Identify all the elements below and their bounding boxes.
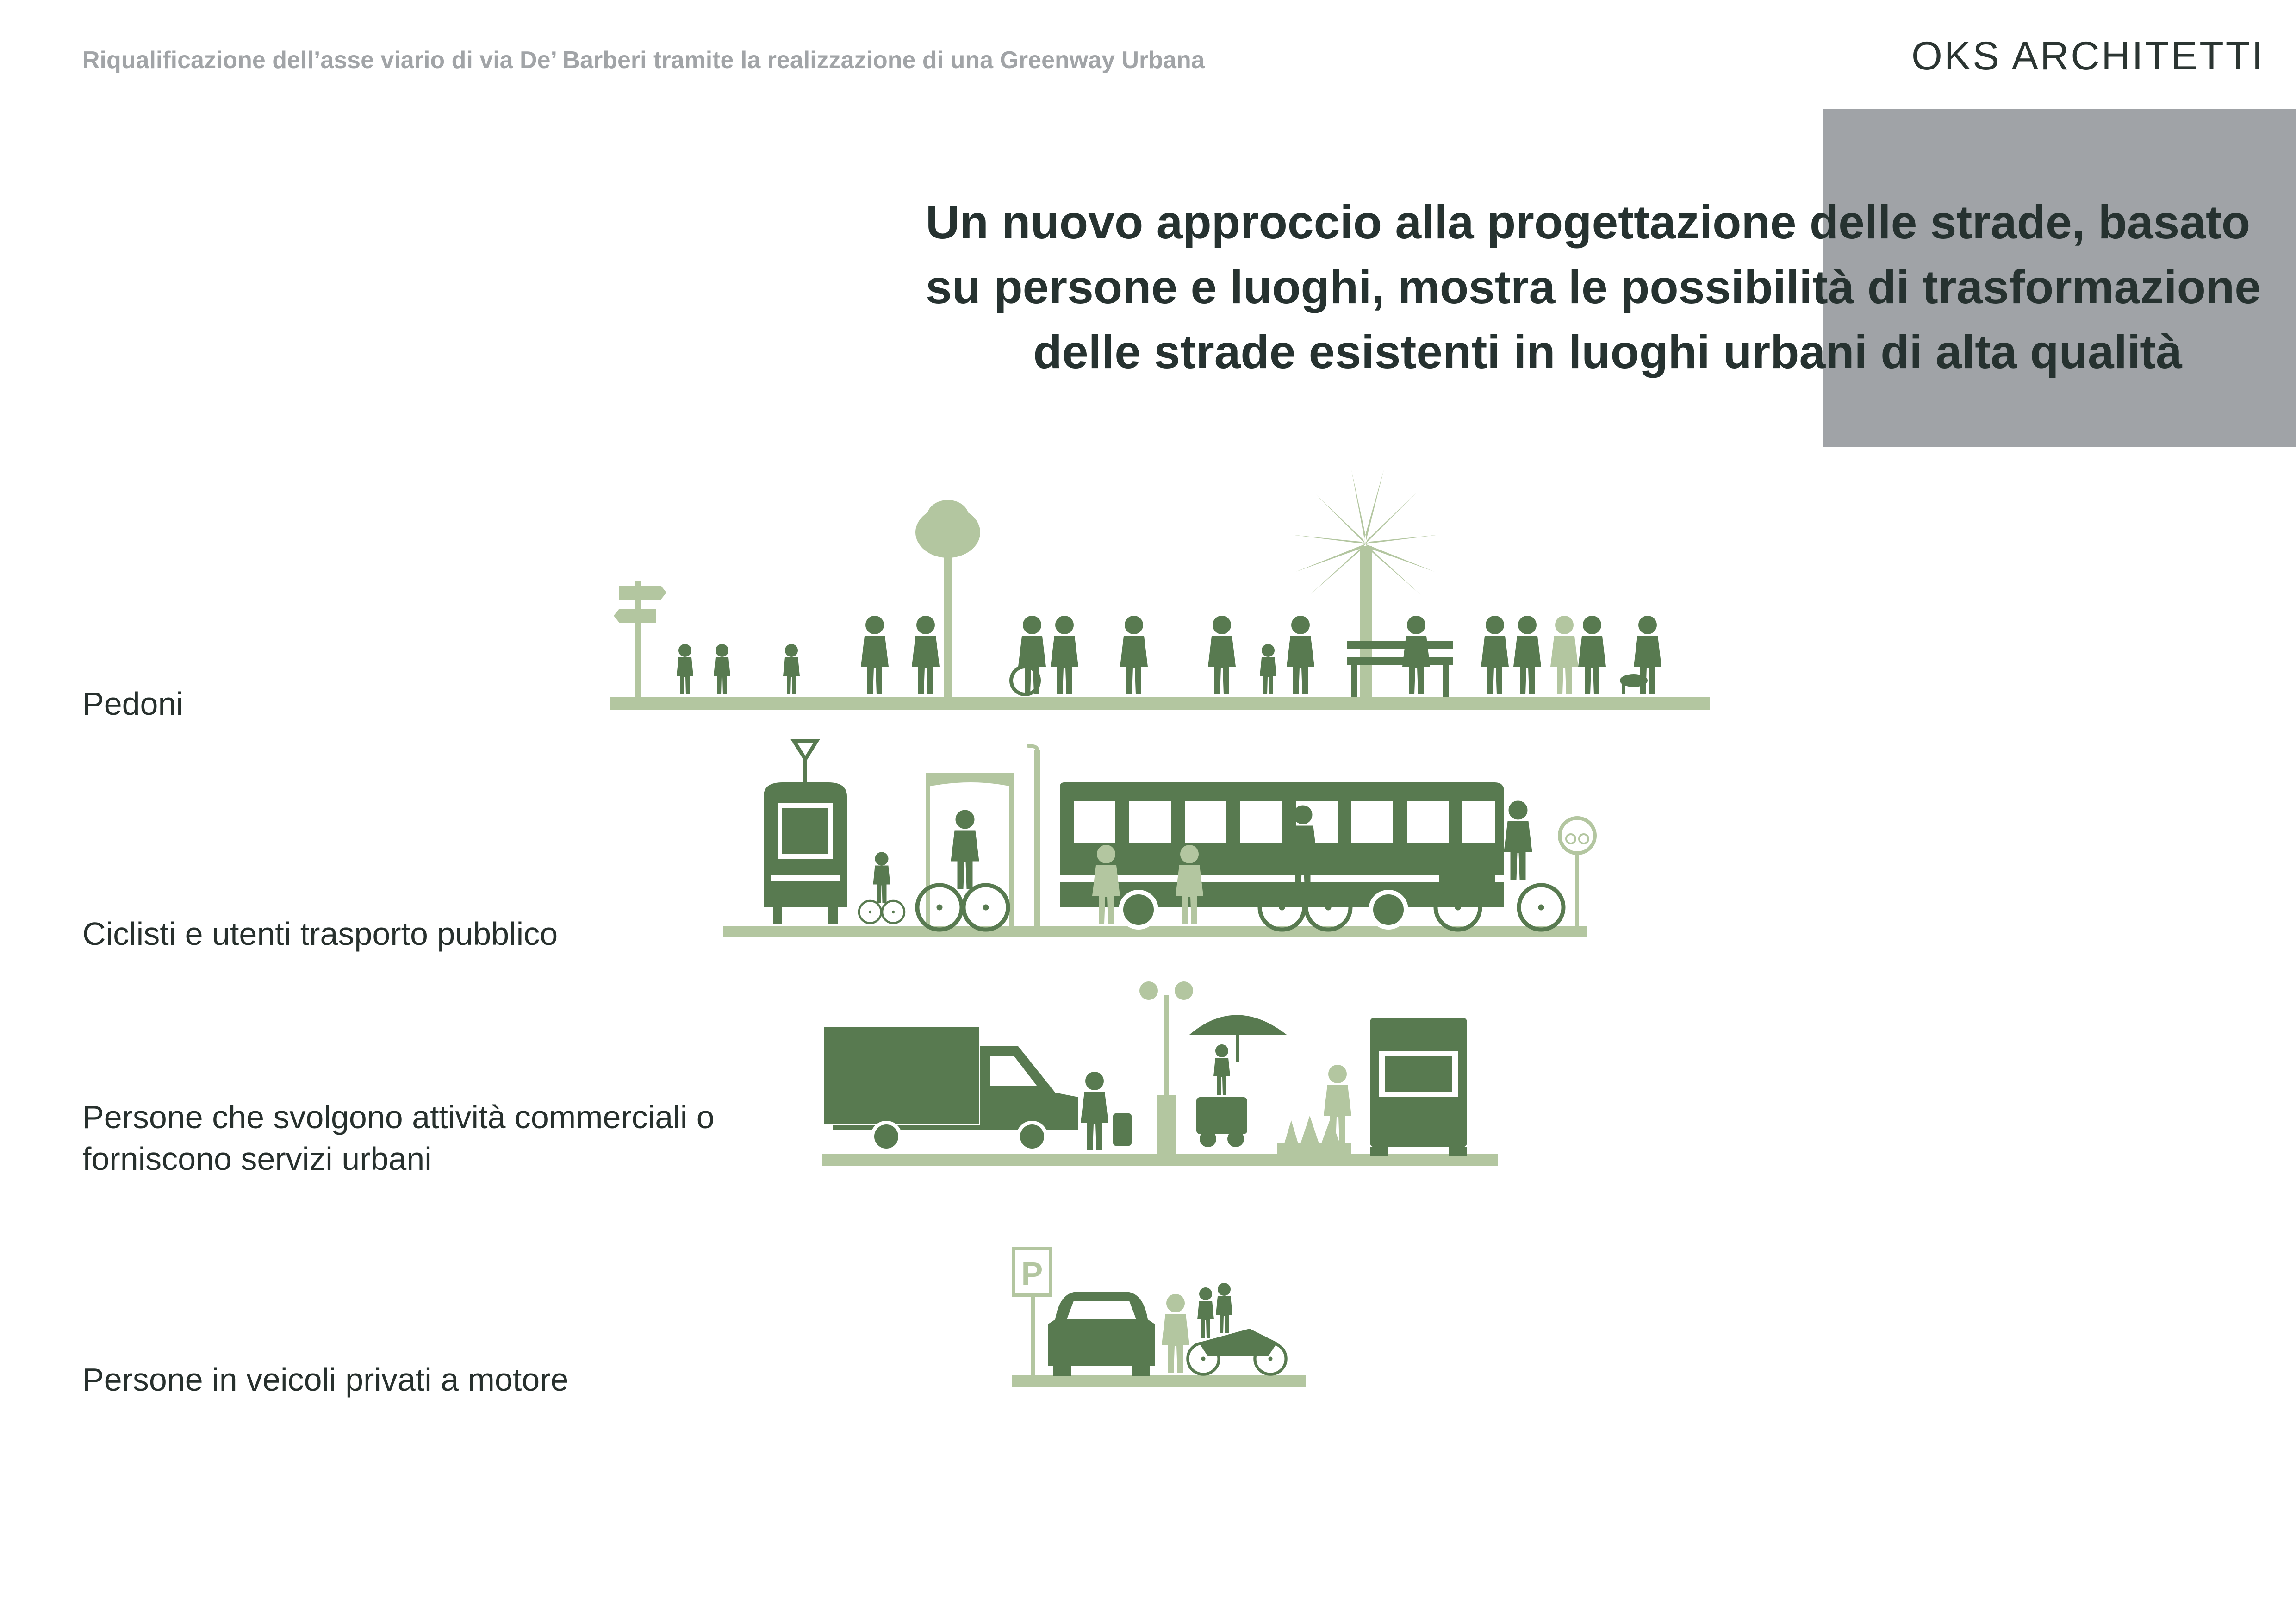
headline-line: Un nuovo approccio alla progettazione delle strade, basato xyxy=(926,196,2251,249)
woman-figure xyxy=(861,616,889,694)
headline-line: su persone e luoghi, mostra le possibilità di trasformazione xyxy=(926,261,2261,313)
walker-figure xyxy=(1051,616,1078,694)
ground-strip xyxy=(610,697,1710,710)
ground-strip xyxy=(822,1154,1498,1166)
child-figure xyxy=(1260,644,1276,694)
courier-figure xyxy=(1081,1072,1132,1150)
ground-strip xyxy=(1012,1375,1306,1387)
pedestrian-figures xyxy=(677,616,1661,694)
brand-logo: OKS ARCHITETTI xyxy=(1911,34,2265,78)
delivery-truck-icon xyxy=(824,1027,1078,1150)
adult-figure xyxy=(1550,616,1578,694)
headline-line: delle strade esistenti in luoghi urbani di alta qualità xyxy=(1033,325,2182,378)
family-figure xyxy=(1513,616,1541,694)
document-subtitle: Riqualificazione dell’asse viario di via De’ Barberi tramite la realizzazione di una Greenway Urbana xyxy=(82,47,1205,74)
adult-figure xyxy=(1287,616,1314,694)
child-cyclist-figure xyxy=(873,852,890,903)
dog-icon xyxy=(1620,674,1648,694)
blind-person-figure xyxy=(1208,616,1236,694)
motorcycle-icon xyxy=(1188,1283,1286,1374)
signpost-icon xyxy=(614,581,666,697)
row-label-line: forniscono servizi urbani xyxy=(82,1141,432,1177)
parent-figure xyxy=(1578,616,1606,694)
row-label-line: Persone in veicoli privati a motore xyxy=(82,1362,569,1398)
parking-sign-icon xyxy=(1014,1249,1051,1376)
tram-icon xyxy=(764,741,847,924)
private-vehicles-illustration xyxy=(1012,1249,1306,1387)
bus-shelter-icon xyxy=(926,746,1040,926)
cyclist-figure xyxy=(951,810,979,889)
walker-figure xyxy=(1120,616,1148,694)
sitting-child-figure xyxy=(783,644,800,694)
child-figure xyxy=(714,644,730,694)
car-icon xyxy=(1048,1292,1155,1376)
street-lamp-icon xyxy=(1139,981,1193,1155)
wheelchair-assistant-figure xyxy=(1018,616,1046,694)
commercial-services-illustration xyxy=(822,981,1498,1166)
sitting-person-figure xyxy=(1402,616,1430,694)
cyclists-transit-illustration xyxy=(723,741,1595,937)
pedestrians-illustration xyxy=(610,470,1710,710)
elderly-figure xyxy=(912,616,940,694)
walking-woman-figure xyxy=(1162,1294,1189,1373)
family-figure xyxy=(1481,616,1509,694)
row-label-line: Persone che svolgono attività commerciali o xyxy=(82,1099,715,1135)
row-label-line: Pedoni xyxy=(82,686,183,722)
cargo-bike-box-icon xyxy=(1439,854,1495,891)
row-label-line: Ciclisti e utenti trasporto pubblico xyxy=(82,916,558,952)
parking-sign-letter: P xyxy=(1021,1255,1043,1292)
child-figure xyxy=(677,644,693,694)
market-stall-icon xyxy=(1189,1015,1287,1148)
light-pedestrian-figures xyxy=(1550,616,1578,694)
service-truck-icon xyxy=(1370,1018,1467,1156)
cargo-cyclist-figure xyxy=(1504,801,1532,880)
